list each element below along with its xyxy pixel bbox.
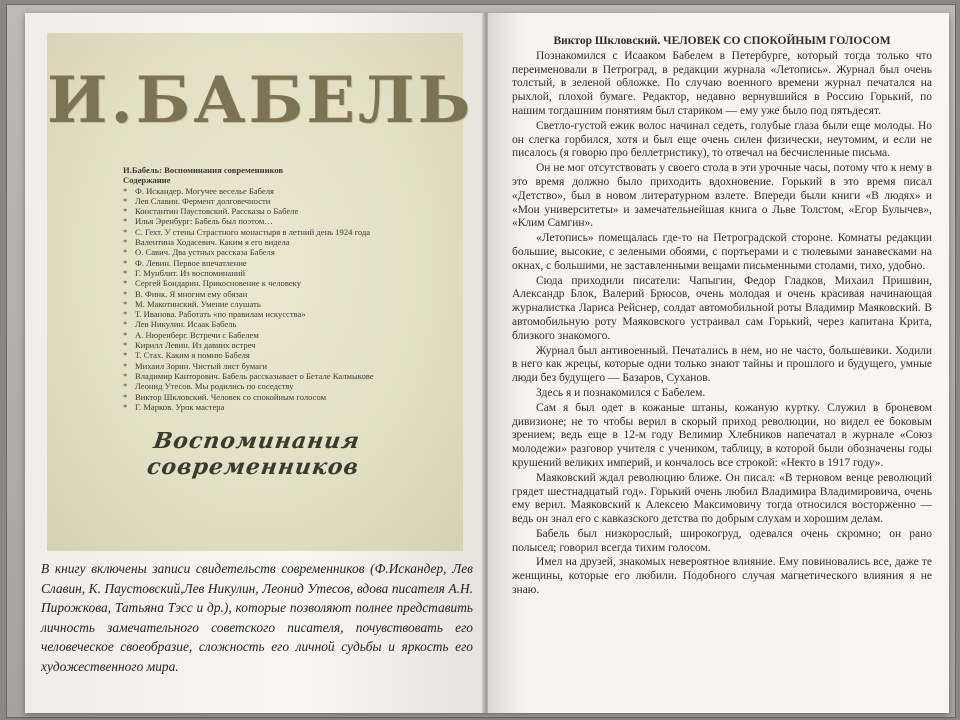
toc-item: * Ф. Левин. Первое впечатление (123, 258, 463, 268)
memoir-article (512, 35, 932, 598)
article-paragraph: Маяковский ждал революцию ближе. Он писал: «В терновом венце революций грядет шестнадцатый год». Горький очень любил Владимира Владимировича, очень ему верил. Маяковский к Алексею Максимовичу тогда относился восторженно — ведь он знал его с кавказского детства по добрым слухам и хорошим делам. (512, 471, 932, 526)
toc-item: * М. Макотинский. Умение слушать (123, 299, 463, 309)
toc-item: * Константин Паустовский. Рассказы о Бабеле (123, 206, 463, 216)
book-cover (47, 33, 474, 551)
article-paragraph: Светло-густой ежик волос начинал седеть, голубые глаза были еще молоды. Но он слегка горбился, хотя и был еще очень силен физически, неутомим, и если не писалось (я говорю про беллетристику), то отвечал на бесчисленные письма. (512, 119, 932, 160)
slide-frame (6, 4, 956, 718)
toc-item: * Г. Марков. Урок мастера (123, 402, 463, 412)
toc-item: * Сергей Бондарин. Прикосновение к человеку (123, 278, 463, 288)
toc-item: * Г. Мунблит. Из воспоминаний (123, 268, 463, 278)
right-page (488, 13, 949, 713)
toc-item: * Кирилл Левин. Из давних встреч (123, 340, 463, 350)
article-paragraph: Познакомился с Исааком Бабелем в Петербурге, который тогда только что переименовали в Петроград, в редакции журнала «Летопись». Журнал был очень толстый, в зеленой обложке. По случаю военного времени журнал печатался на рыхлой, плохой бумаге. Редактор, недавно вернувшийся в Россию Горький, по нашим тогдашним понятиям был стариком — ему уже было под пятьдесят. (512, 49, 932, 117)
table-of-contents (123, 165, 463, 412)
toc-item: * Валентина Ходасевич. Каким я его видела (123, 237, 463, 247)
cover-author-title: И.БАБЕЛЬ (47, 63, 474, 138)
toc-item: * О. Савич. Два устных рассказа Бабеля (123, 247, 463, 257)
toc-item: * Виктор Шкловский. Человек со спокойным голосом (123, 392, 463, 402)
toc-item: * Илья Эренбург: Бабель был поэтом… (123, 216, 463, 226)
article-paragraph: Он не мог отсутствовать у своего стола в эти урочные часы, потому что к нему в это время должно было приходить вдохновение. Горький в это время писал «Детство», был в новом литературном взлете. Впереди были книги «В людях» и «Мои университеты» и замечательнейшая книга о Льве Толстом, «Егор Булычев», «Клим Самгин». (512, 162, 932, 230)
article-paragraph: Здесь я и познакомился с Бабелем. (536, 386, 706, 399)
toc-item: * Лев Никулин. Исаак Бабель (123, 319, 463, 329)
article-body (512, 50, 932, 598)
toc-item: * Владимир Канторович. Бабель рассказывает о Бетале Калмыкове (123, 371, 463, 381)
book-annotation: В книгу включены записи свидетельств современников (Ф.Искандер, Лев Славин, К. Паустовский,Лев Никулин, Леонид Утесов, вдова писателя А.Н. Пирожкова, Татьяна Тэсс и др.), которые позволяют полнее представить личность замечательного советского писателя, почувствовать его человеческое своеобразие, сложность его личной судьбы и яркость его художественного мира. (41, 561, 473, 674)
toc-item: * Ф. Искандер. Могучее веселье Бабеля (123, 186, 463, 196)
article-paragraph: Бабель был низкорослый, широкогруд, одевался очень скромно; он рано полысел; говорил всегда тихим голосом. (512, 527, 932, 554)
cover-subtitle: Воспоминания современников (145, 428, 362, 480)
left-page (25, 13, 484, 713)
toc-item: * В. Финк. Я многим ему обязан (123, 289, 463, 299)
article-paragraph: Сам я был одет в кожаные штаны, кожаную куртку. Служил в броневом дивизионе; не то чтобы верил в скорый приход революции, но видел ее боковым зрением; ведь еще в 12-м году Велимир Хлебников напечатал в журнале «Союз молодежи» разговор учителя с учеником, таблицу, в которой были обозначены годы крушений великих империй, и кончалось все строкой: «Некто в 1917 году». (512, 401, 932, 469)
toc-item: * Лев Славин. Фермент долговечности (123, 196, 463, 206)
toc-item: * А. Нюренберг. Встречи с Бабелем (123, 330, 463, 340)
toc-item: * С. Гехт. У стены Страстного монастыря в летний день 1924 года (123, 227, 463, 237)
article-paragraph: Имел на друзей, знакомых невероятное влияние. Ему повиновались все, даже те женщины, которые его любили. Подобного случая магнетического влияния я не знаю. (512, 556, 932, 597)
article-paragraph: Журнал был антивоенный. Печатались в нем, но не часто, большевики. Ходили в него как жрецы, которые одни только знают тайны и прошлого и будущего, умные люди без будущего — Базаров, Суханов. (512, 344, 932, 385)
article-paragraph: Сюда приходили писатели: Чапыгин, Федор Гладков, Михаил Пришвин, Александр Блок, Валерий Брюсов, очень молодая и очень красивая начинающая журналистка Лариса Рейснер, солдат автомобильной роты Владимир Маяковский. В автомобильную роту Маяковского устраивал сам Горький, через капитана Крита, близкого знакомого. (512, 274, 932, 342)
toc-item: * Михаил Зорин. Чистый лист бумаги (123, 361, 463, 371)
toc-item: * Т. Стах. Каким я помню Бабеля (123, 350, 463, 360)
toc-item: * Леонид Утесов. Мы родились по соседству (123, 381, 463, 391)
toc-subtitle: Содержание (123, 175, 171, 186)
article-title: Виктор Шкловский. ЧЕЛОВЕК СО СПОКОЙНЫМ ГОЛОСОМ (553, 35, 891, 47)
article-paragraph: «Летопись» помещалась где-то на Петроградской стороне. Комнаты редакции большие, высокие, с зелеными обоями, с портьерами и с тюлевыми занавесками на окнах, с большими, не заставленными вещами письменными столами, тихо, удобно. (512, 232, 932, 272)
open-book (25, 13, 949, 713)
toc-item: * Т. Иванова. Работать «по правилам искусства» (123, 309, 463, 319)
toc-title: И.Бабель: Воспоминания современников (123, 165, 284, 175)
toc-list (123, 186, 463, 413)
